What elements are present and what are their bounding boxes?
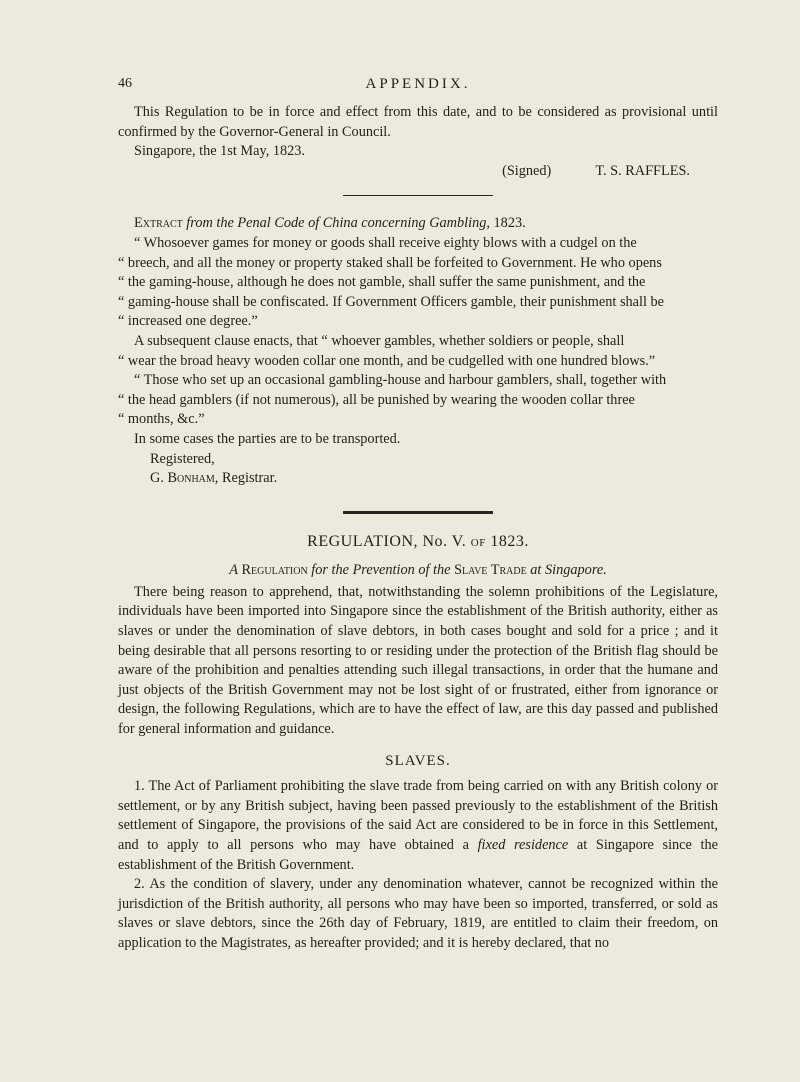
preamble-paragraph: There being reason to apprehend, that, notwithstanding the solemn prohibitions of the Legislature, individuals have been imported into Singapore since the establishment of the British authority, either as slaves or under the denomination of slave debtors, in both cases bought and sold for a price ; and it being desirable that all persons resorting to or residing under the protection of the British flag should be aware of the prohibition and penalties attending such illegal transactions, in order that the humane and just objects of the British Government may not be lost sight of or frustrated, either from ignorance or design, the following Regulations, which are to have the effect of law, are this day passed and published for general information and guidance.: [118, 583, 718, 738]
clause-2: 2. As the condition of slavery, under any denomination whatever, cannot be recognized within the jurisdiction of the British authority, all persons who may have been so imported, transferred, or sold as slaves or slave debtors, since the 26th day of February, 1819, are entitled to claim their freedom, on application to the Magistrates, as hereafter provided; and it is hereby declared, that no: [118, 876, 718, 951]
page-body: [118, 103, 718, 954]
subtitle-at: at Singapore.: [526, 562, 607, 579]
signature-line: [118, 162, 718, 182]
quote-line: “ breech, and all the money or property staked shall be forfeited to Government. He who opens: [118, 254, 662, 271]
quote-line: “ increased one degree.”: [118, 313, 258, 330]
registrar-title: Registrar.: [218, 470, 278, 487]
quote-line: “ Those who set up an occasional gambling-house and harbour gamblers, shall, together with: [134, 372, 667, 389]
regulation-title-of: of: [466, 532, 491, 550]
signatory-name: T. S. RAFFLES.: [595, 162, 690, 179]
regulation-title-year: 1823.: [490, 532, 529, 550]
extract-heading-year: 1823.: [489, 215, 526, 232]
quote-line: “ months, &c.”: [118, 411, 205, 428]
quote-line: “ Whosoever games for money or goods shall receive eighty blows with a cudgel on the: [134, 234, 637, 251]
section-divider-rule: [343, 195, 493, 196]
running-head: APPENDIX.: [365, 76, 471, 92]
signed-label: (Signed): [502, 162, 552, 179]
page-number: 46: [118, 76, 132, 91]
regulation-title-main: REGULATION, No. V.: [307, 532, 467, 550]
place-date: Singapore, the 1st May, 1823.: [134, 143, 306, 160]
clause-1-text-end: at Singapore since the establishment of the British Government.: [118, 837, 718, 873]
section-heading-slaves: SLAVES.: [385, 752, 451, 769]
clause-1: [118, 777, 718, 875]
transported-note: In some cases the parties are to be transported.: [134, 430, 401, 447]
clause-line: A subsequent clause enacts, that “ whoever gambles, whether soldiers or people, shall: [134, 332, 625, 349]
regulation-closing-paragraph: This Regulation to be in force and effect from this date, and to be considered as provisional until confirmed by the Governor-General in Council.: [118, 104, 718, 140]
extract-heading: [118, 214, 718, 234]
section-divider-thick-rule: [343, 511, 493, 514]
regulation-title: [118, 532, 718, 552]
subtitle-slave-trade: Slave Trade: [450, 562, 527, 579]
clause-1-italic: fixed residence: [468, 837, 569, 853]
subtitle-regulation: Regulation: [237, 562, 308, 579]
subtitle-for: for the Prevention of the: [307, 562, 451, 579]
page-header: [118, 76, 718, 96]
subtitle-a: A: [229, 562, 238, 579]
extract-heading-title: from the Penal Code of China concerning Gambling,: [182, 215, 490, 232]
quote-line: “ the head gamblers (if not numerous), all be punished by wearing the wooden collar three: [118, 391, 635, 408]
registrar-name: G. Bonham,: [150, 470, 219, 487]
clause-1-text: 1. The Act of Parliament prohibiting the slave trade from being carried on with any British colony or settlement, or by any British subject, having been passed previously to the establishment of the British settlement of Singapore, the provisions of the said Act are considered to be in force in this Settlement, and to apply to all persons who may have obtained a: [118, 778, 718, 853]
registrar-line: [118, 469, 718, 489]
quote-line: “ the gaming-house, although he does not gamble, shall suffer the same punishment, and the: [118, 274, 646, 291]
quote-line: “ gaming-house shall be confiscated. If Government Officers gamble, their punishment shall be: [118, 293, 665, 310]
registered-label: Registered,: [150, 450, 215, 467]
extract-label: Extract: [134, 215, 183, 232]
regulation-subtitle: [118, 561, 718, 581]
clause-line: “ wear the broad heavy wooden collar one month, and be cudgelled with one hundred blows.”: [118, 352, 656, 369]
